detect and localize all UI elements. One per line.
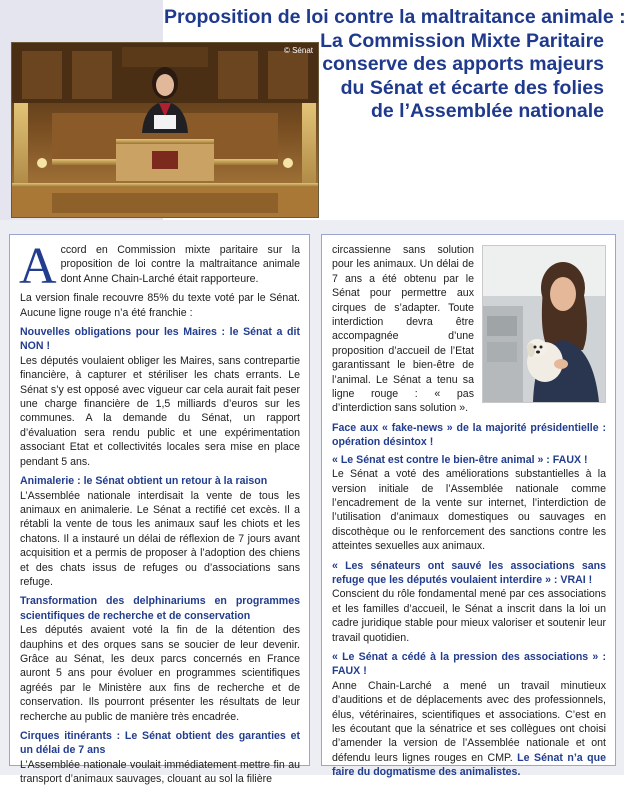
claim-body-text: Anne Chain-Larché a mené un travail minutieux d’auditions et de déplacements avec des professionnels, élus, vétérinaires, scientifiques et associations. C’est en les écoutant que la sénatrice et ses collègues ont choisi d’amender la version de l’Assemblée nationale et ont défendu leurs lignes rouges en CMP. bbox=[332, 679, 606, 764]
claim-heading-pression: « Le Sénat a cédé à la pression des associations » : FAUX ! bbox=[332, 650, 606, 678]
article-title bbox=[164, 6, 626, 124]
section-body-cirques: L’Assemblée nationale voulait immédiatement mettre fin au transport d’animaux sauvages, clouant au sol la filière bbox=[20, 758, 300, 786]
photo-credit: © Sénat bbox=[283, 46, 313, 55]
senator-with-puppy-photo bbox=[482, 245, 606, 403]
title-line: Proposition de loi contre la maltraitance animale : bbox=[164, 6, 626, 28]
left-article-column bbox=[9, 234, 310, 786]
claim-heading-bien-etre: « Le Sénat est contre le bien-être animal » : FAUX ! bbox=[332, 453, 588, 466]
claim-body-associations: Conscient du rôle fondamental mené par ces associations et les familles d’accueil, le Sénat a inscrit dans la loi un cadre juridique stable pour mieux valoriser et soutenir leur travail quotidien. bbox=[332, 588, 606, 644]
title-line: de l’Assemblée nationale bbox=[370, 100, 604, 122]
title-line: La Commission Mixte Paritaire bbox=[320, 29, 604, 52]
right-article-column bbox=[321, 234, 616, 779]
section-heading-animalerie: Animalerie : le Sénat obtient un retour à la raison bbox=[20, 475, 268, 488]
section-body-delphinariums: Les députés avaient voté la fin de la détention des dauphins et des orques sans se soucier de leur devenir. Grâce au Sénat, les deux parcs concernés en France auront 5 ans pour évoluer en programmes scientifiques agréés par le Ministère aux fins de recherche et de conservation. Ils pourront présenter les résultats de leur recherche au public de manière très encadrée. bbox=[20, 624, 300, 723]
cirques-continuation: circassienne sans solution pour les animaux. Un délai de 7 ans a été obtenu par le Sénat pour permettre aux cirques de s’adapter. Toute interdiction devra être accompagnée d’une proposition d’accueil de l’Etat garantissant le bien-être de l’animal. Le Sénat a tenu sa ligne rouge : « pas d’interdiction sans solution ». bbox=[332, 244, 474, 415]
senator-with-puppy-illustration bbox=[483, 246, 605, 402]
title-line: du Sénat et écarte des folies bbox=[340, 76, 604, 99]
claim-body-bien-etre: Le Sénat a voté des améliorations substantielles à la version initiale de l’Assemblée nationale comme l’encadrement de la vente sur internet, l’interdiction de l’utilisation d’animaux domestiques ou sauvages en discothèque ou le renforcement des sanctions contre les atteintes sexuelles aux animaux. bbox=[332, 468, 606, 553]
section-heading-delphinariums: Transformation des delphinariums en programmes scientifiques de recherche et de conservation bbox=[20, 595, 300, 622]
section-heading-cirques: Cirques itinérants : Le Sénat obtient des garanties et un délai de 7 ans bbox=[20, 730, 300, 757]
section-body-animalerie: L’Assemblée nationale interdisait la vente de tous les animaux en animalerie. Le Sénat a rectifié cet excès. Il a rétabli la vente de tous les animaux sauf les chiots et les chatons. Il a instauré un délai de réflexion de 7 jours avant acquisition et a permis de proposer à l’adoption des chiens et des chats issus de refuges ou d’associations sans refuge. bbox=[20, 489, 300, 588]
section-body-maires: Les députés voulaient obliger les Maires, sans contrepartie financière, à capturer et stériliser les chats errants. Le Sénat s’y est opposé avec vigueur car cela aurait fait peser une charge financière de 1,5 milliards d’euros sur les communes. A la demande du Sénat, un rapport d’évaluation sera rendu public et une expérimentation associant Etat et collectivités locales sera mise en place pendant 5 ans. bbox=[20, 354, 300, 468]
fake-news-heading: Face aux « fake-news » de la majorité présidentielle : opération désintox ! bbox=[332, 421, 606, 449]
section-heading-maires: Nouvelles obligations pour les Maires : le Sénat a dit NON ! bbox=[20, 326, 300, 353]
intro-paragraph: ccord en Commission mixte paritaire sur la proposition de loi contre la maltraitance animale dont Anne Chain-Larché était rapporteure. bbox=[60, 244, 300, 285]
summary-paragraph: La version finale recouvre 85% du texte voté par le Sénat. Aucune ligne rouge n’a été franchie : bbox=[20, 292, 300, 319]
claim-body-pression bbox=[332, 679, 606, 780]
drop-cap-letter: A bbox=[19, 238, 57, 295]
closing-statement: Le Sénat n’a que faire du dogmatisme des animalistes. bbox=[332, 751, 606, 779]
title-line: conserve des apports majeurs bbox=[322, 53, 604, 75]
claim-heading-associations: « Les sénateurs ont sauvé les associations sans refuge que les députés voulaient interdire » : VRAI ! bbox=[332, 559, 606, 586]
